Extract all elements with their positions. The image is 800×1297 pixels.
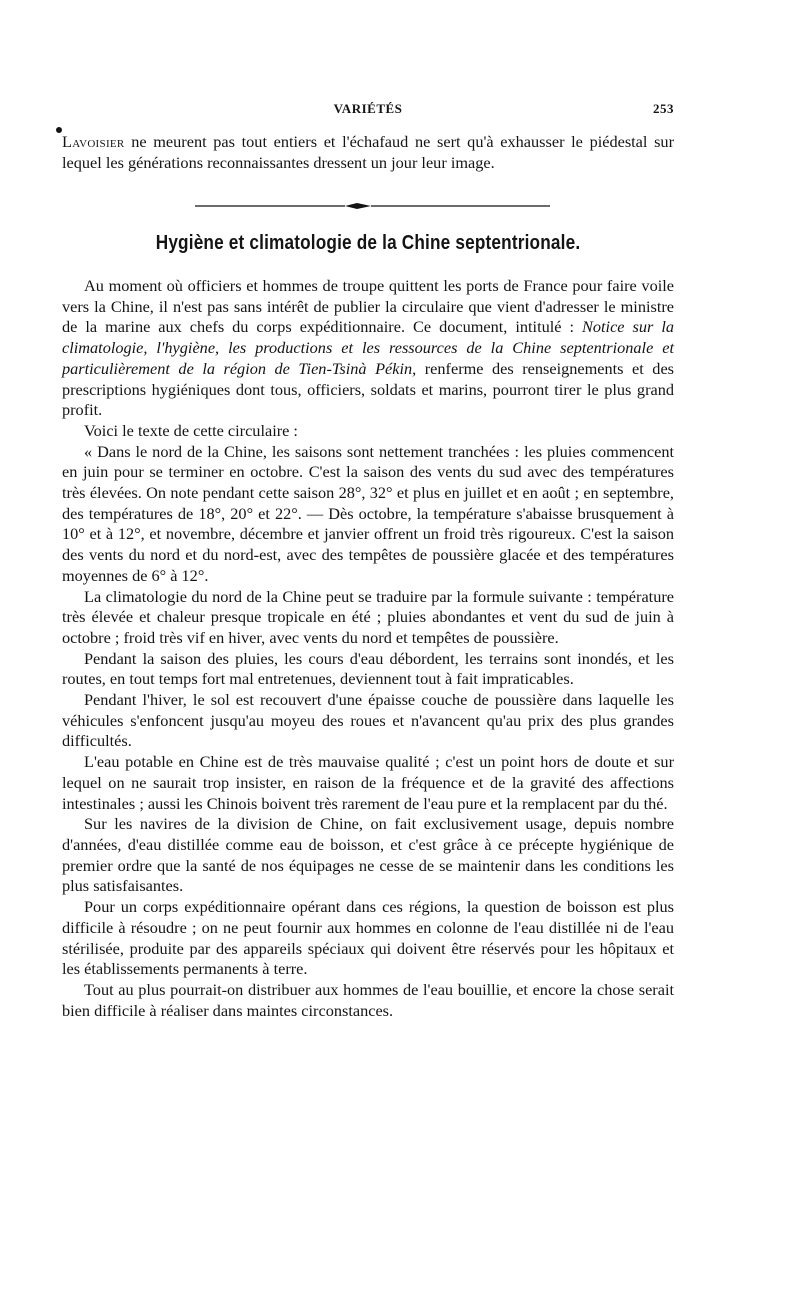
carryover-paragraph	[62, 132, 674, 173]
carryover-name: Lavoisier	[62, 132, 125, 151]
page-number: 253	[653, 101, 674, 116]
intro-paragraph	[62, 276, 674, 421]
paragraph: Pendant l'hiver, le sol est recouvert d'une épaisse couche de poussière dans laquelle les véhicules s'enfoncent jusqu'au moyeu des roues et n'avancent qu'au prix des plus grandes difficultés.	[62, 690, 674, 751]
intro-before: Au moment où officiers et hommes de troupe quittent les ports de France pour faire voile vers la Chine, il n'est pas sans intérêt de publier la circulaire que vient d'adresser le ministre de la marine aux chefs du corps expéditionnaire. Ce document, intitulé :	[62, 276, 674, 337]
paragraph: Tout au plus pourrait-on distribuer aux hommes de l'eau bouillie, et encore la chose serait bien difficile à réaliser dans maintes circonstances.	[62, 979, 674, 1020]
carryover-text: ne meurent pas tout entiers et l'échafaud ne sert qu'à exhausser le piédestal sur lequel les générations reconnaissantes dressent un jour leur image.	[62, 132, 674, 172]
paragraph: La climatologie du nord de la Chine peut se traduire par la formule suivante : température très élevée et chaleur presque tropicale en été ; pluies abondantes et vent du sud de juin à octobre ; froid très vif en hiver, avec vents du nord et tempêtes de poussière.	[62, 586, 674, 647]
paragraph: L'eau potable en Chine est de très mauvaise qualité ; c'est un point hors de doute et sur lequel on ne saurait trop insister, en raison de la fréquence et de la gravité des affections intestinales ; aussi les Chinois boivent très rarement de l'eau pure et la remplacent par du thé.	[62, 752, 674, 813]
ornament-divider	[195, 201, 550, 211]
notice-title: Notice sur la climatologie, l'hygiène, les productions et les ressources de la Chine septentrionale et particulièrement de la région de Tien-Tsinà Pékin,	[62, 317, 674, 378]
article-title: Hygiène et climatologie de la Chine septentrionale.	[155, 232, 581, 254]
paragraph: Pendant la saison des pluies, les cours d'eau débordent, les terrains sont inondés, et les routes, en tout temps fort mal entretenues, deviennent tout à fait impraticables.	[62, 648, 674, 689]
paragraph: « Dans le nord de la Chine, les saisons sont nettement tranchées : les pluies commencent en juin pour se terminer en octobre. C'est la saison des vents du sud avec des températures très élevées. On note pendant cette saison 28°, 32° et plus en juillet et en août ; en septembre, des températures de 18°, 20° et 22°. — Dès octobre, la température s'abaisse brusquement à 10° et à 12°, et novembre, décembre et janvier offrent un froid très rigoureux. C'est la saison des vents du nord et du nord-est, avec des tempêtes de poussière glacée et des températures moyennes de 6° à 12°.	[62, 441, 674, 585]
running-title: VARIÉTÉS	[333, 101, 403, 116]
paragraph: Voici le texte de cette circulaire :	[84, 420, 298, 440]
article-body	[62, 276, 674, 1021]
running-head	[62, 101, 674, 121]
intro-after: renferme des renseignements et des prescriptions hygiéniques dont tous, officiers, soldats et marins, pourront tirer le plus grand profit.	[62, 358, 675, 420]
paragraph: Sur les navires de la division de Chine, on fait exclusivement usage, depuis nombre d'années, d'eau distillée comme eau de boisson, et c'est grâce à ce précepte hygiénique de premier ordre que la santé de nos équipages ne cesse de se maintenir dans les conditions les plus satisfaisantes.	[62, 814, 674, 896]
paragraph: Pour un corps expéditionnaire opérant dans ces régions, la question de boisson est plus difficile à résoudre ; on ne peut fournir aux hommes en colonne de l'eau distillée ni de l'eau stérilisée, produite par des appareils spéciaux qui doivent être réservés pour les hôpitaux et les établissements permanents à terre.	[62, 897, 674, 979]
